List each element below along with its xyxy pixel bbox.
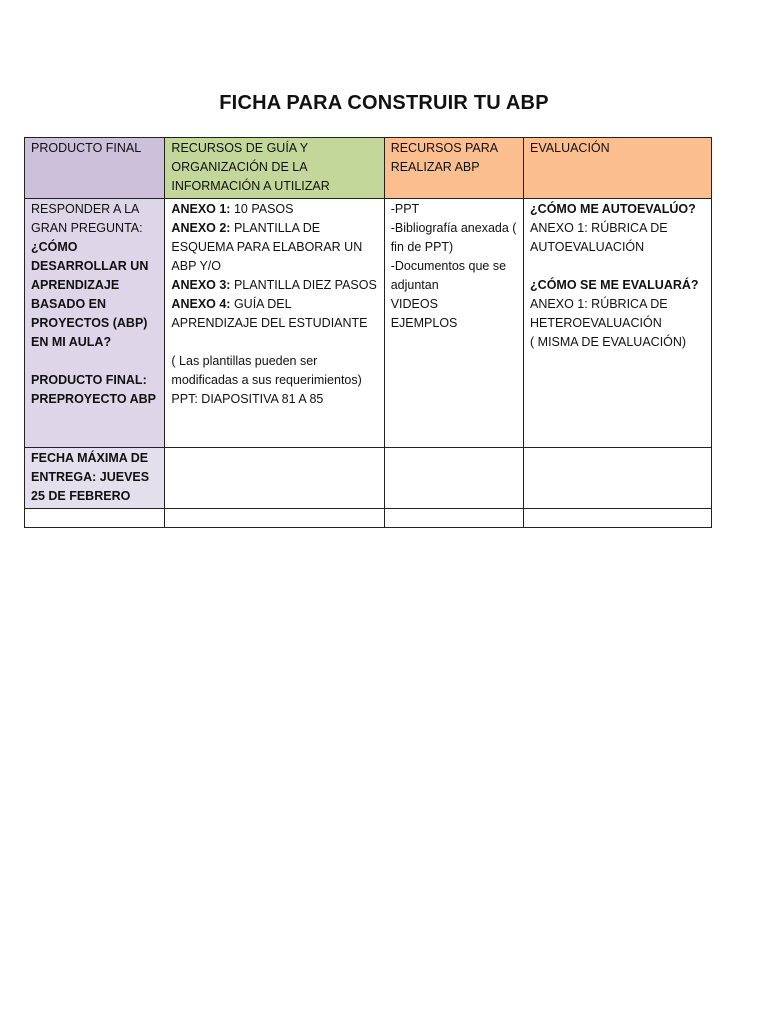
main-row xyxy=(25,199,712,448)
recurso-item: -Documentos que se adjuntan xyxy=(390,259,507,292)
nota-plantillas: ( Las plantillas pueden ser modificadas a sus requerimientos) xyxy=(171,354,362,387)
anexo-1 xyxy=(171,200,377,219)
recurso-item: VIDEOS xyxy=(390,297,438,311)
empty-cell xyxy=(25,509,165,528)
cell-recursos-guia xyxy=(165,199,384,448)
anexo-2 xyxy=(171,219,377,276)
recurso-item: EJEMPLOS xyxy=(390,316,458,330)
anexo-2-label: ANEXO 2: xyxy=(171,221,231,235)
empty-cell xyxy=(384,448,523,509)
empty-cell xyxy=(384,509,523,528)
pregunta-heteroevaluacion: ¿CÓMO SE ME EVALUARÁ? xyxy=(530,278,699,292)
header-recursos-realizar: RECURSOS PARA REALIZAR ABP xyxy=(384,138,523,199)
anexo-4-text: GUÍA DEL APRENDIZAJE DEL ESTUDIANTE xyxy=(171,297,368,330)
rubrica-autoevaluacion: ANEXO 1: RÚBRICA DE AUTOEVALUACIÓN xyxy=(530,221,668,254)
fecha-entrega: FECHA MÁXIMA DE ENTREGA: JUEVES 25 DE FEBRERO xyxy=(25,448,165,509)
ppt-diapositivas: PPT: DIAPOSITIVA 81 A 85 xyxy=(171,392,324,406)
header-recursos-guia: RECURSOS DE GUÍA Y ORGANIZACIÓN DE LA INFORMACIÓN A UTILIZAR xyxy=(165,138,384,199)
cell-producto xyxy=(25,199,165,448)
producto-final-text: PRODUCTO FINAL: PREPROYECTO ABP xyxy=(31,373,157,406)
rubrica-heteroevaluacion: ANEXO 1: RÚBRICA DE HETEROEVALUACIÓN xyxy=(530,297,668,330)
empty-cell xyxy=(524,448,712,509)
empty-row xyxy=(25,509,712,528)
anexo-1-text: 10 PASOS xyxy=(230,202,294,216)
cell-recursos-realizar xyxy=(384,199,523,448)
header-evaluacion: EVALUACIÓN xyxy=(524,138,712,199)
responder-text: RESPONDER A LA GRAN PREGUNTA: xyxy=(31,202,143,235)
date-row xyxy=(25,448,712,509)
anexo-1-label: ANEXO 1: xyxy=(171,202,231,216)
anexo-3-label: ANEXO 3: xyxy=(171,278,231,292)
header-producto-final: PRODUCTO FINAL xyxy=(25,138,165,199)
header-row xyxy=(25,138,712,199)
pregunta-autoevaluacion: ¿CÓMO ME AUTOEVALÚO? xyxy=(530,202,696,216)
gran-pregunta: ¿CÓMO DESARROLLAR UN APRENDIZAJE BASADO EN PROYECTOS (ABP) EN MI AULA? xyxy=(31,240,149,349)
page-title: FICHA PARA CONSTRUIR TU ABP xyxy=(219,92,549,114)
empty-cell xyxy=(524,509,712,528)
anexo-3 xyxy=(171,276,377,295)
abp-table xyxy=(24,137,712,528)
misma-evaluacion: ( MISMA DE EVALUACIÓN) xyxy=(530,335,687,349)
cell-evaluacion xyxy=(524,199,712,448)
anexo-3-text: PLANTILLA DIEZ PASOS xyxy=(230,278,377,292)
anexo-2-text: PLANTILLA DE ESQUEMA PARA ELABORAR UN ABP Y/O xyxy=(171,221,363,273)
empty-cell xyxy=(165,448,384,509)
recurso-item: -PPT xyxy=(390,202,420,216)
empty-cell xyxy=(165,509,384,528)
recurso-item: -Bibliografía anexada ( fin de PPT) xyxy=(390,221,517,254)
anexo-4-label: ANEXO 4: xyxy=(171,297,231,311)
anexo-4 xyxy=(171,295,377,333)
